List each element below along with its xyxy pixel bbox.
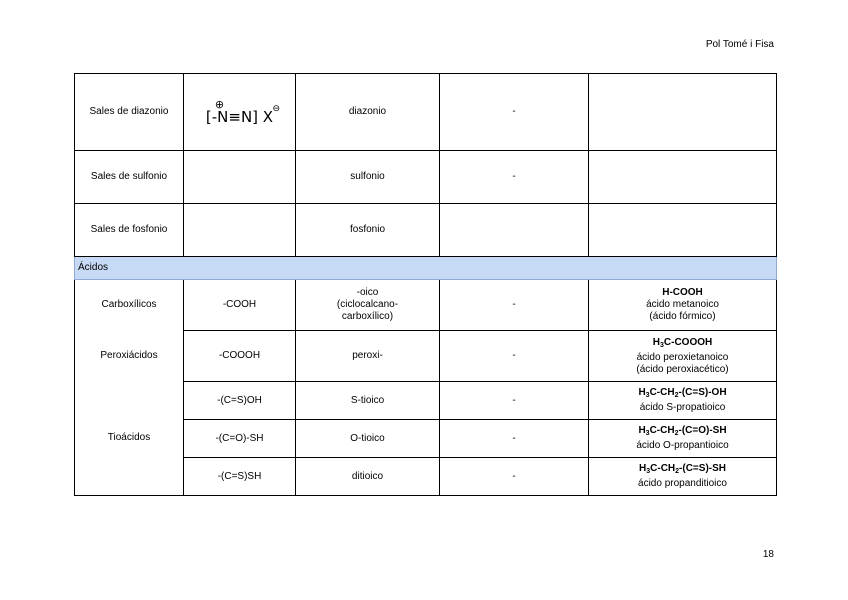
example-formula: $H_3C-CH_2-(C=S)-OH$ [638, 387, 727, 399]
example-cell [589, 204, 777, 257]
suffix-line: carboxílico) [341, 311, 394, 322]
suffix-cell: peroxi- [296, 331, 440, 382]
suffix-cell: S-tioico [296, 382, 440, 420]
example-cell [589, 151, 777, 204]
formula-cell: -COOOH [184, 331, 296, 382]
prefix-cell: - [440, 382, 589, 420]
group-name: Sales de fosfonio [75, 204, 184, 257]
suffix-cell: diazonio [296, 74, 440, 151]
example-cell [589, 458, 777, 496]
prefix-cell [440, 204, 589, 257]
example-formula: H-COOH [662, 287, 703, 298]
section-title: Ácidos [75, 257, 777, 280]
table-row [75, 151, 777, 204]
diazonium-formula [205, 97, 281, 126]
group-name: Carboxílicos [75, 280, 184, 331]
table-row [75, 331, 777, 382]
example-name: ácido peroxietanoico [636, 351, 729, 363]
positive-charge-icon: ⊕ [214, 97, 225, 111]
negative-charge-icon: ⊖ [272, 103, 281, 114]
formula-cell [184, 204, 296, 257]
group-name: Peroxiácidos [75, 331, 184, 382]
example-formula: $H_3C-CH_2-(C=O)-SH$ [638, 425, 727, 437]
formula-cell: -(C=S)SH [184, 458, 296, 496]
prefix-cell: - [440, 420, 589, 458]
author-name: Pol Tomé i Fisa [705, 39, 774, 50]
example-common-name: (ácido fórmico) [649, 311, 716, 322]
table-row [75, 280, 777, 331]
prefix-cell: - [440, 74, 589, 151]
suffix-cell: fosfonio [296, 204, 440, 257]
example-name: ácido S-propatioico [639, 402, 726, 413]
formula-text: [-N≡N] X [205, 107, 274, 126]
example-cell [589, 420, 777, 458]
suffix-line: -oico [356, 287, 379, 298]
suffix-line: (ciclocalcano- [336, 299, 399, 310]
example-formula: $H_3C-CH_2-(C=S)-SH$ [639, 463, 726, 475]
group-name: Sales de sulfonio [75, 151, 184, 204]
group-name: Sales de diazonio [75, 74, 184, 151]
prefix-cell: - [440, 151, 589, 204]
prefix-cell: - [440, 280, 589, 331]
group-name: Tioácidos [75, 382, 184, 496]
prefix-cell: - [440, 458, 589, 496]
example-cell [589, 331, 777, 382]
functional-groups-table [74, 73, 777, 496]
page-number: 18 [762, 549, 774, 560]
table-row [75, 204, 777, 257]
table-row [75, 74, 777, 151]
example-cell [589, 280, 777, 331]
example-name: ácido metanoico [646, 299, 719, 310]
example-common-name: (ácido peroxiacético) [636, 363, 729, 375]
suffix-cell: O-tioico [296, 420, 440, 458]
formula-cell [184, 151, 296, 204]
suffix-cell: ditioico [296, 458, 440, 496]
formula-cell: -(C=S)OH [184, 382, 296, 420]
prefix-cell: - [440, 331, 589, 382]
suffix-cell [296, 280, 440, 331]
formula-cell: -(C=O)-SH [184, 420, 296, 458]
formula-cell: -COOH [184, 280, 296, 331]
example-name: ácido O-propantioico [636, 440, 729, 451]
table-row [75, 382, 777, 420]
example-cell [589, 74, 777, 151]
example-name: ácido propanditioico [638, 478, 727, 489]
example-formula: $H_3C$-COOOH [652, 336, 713, 349]
example-cell [589, 382, 777, 420]
section-header-row [75, 257, 777, 280]
suffix-cell: sulfonio [296, 151, 440, 204]
formula-cell [184, 74, 296, 151]
